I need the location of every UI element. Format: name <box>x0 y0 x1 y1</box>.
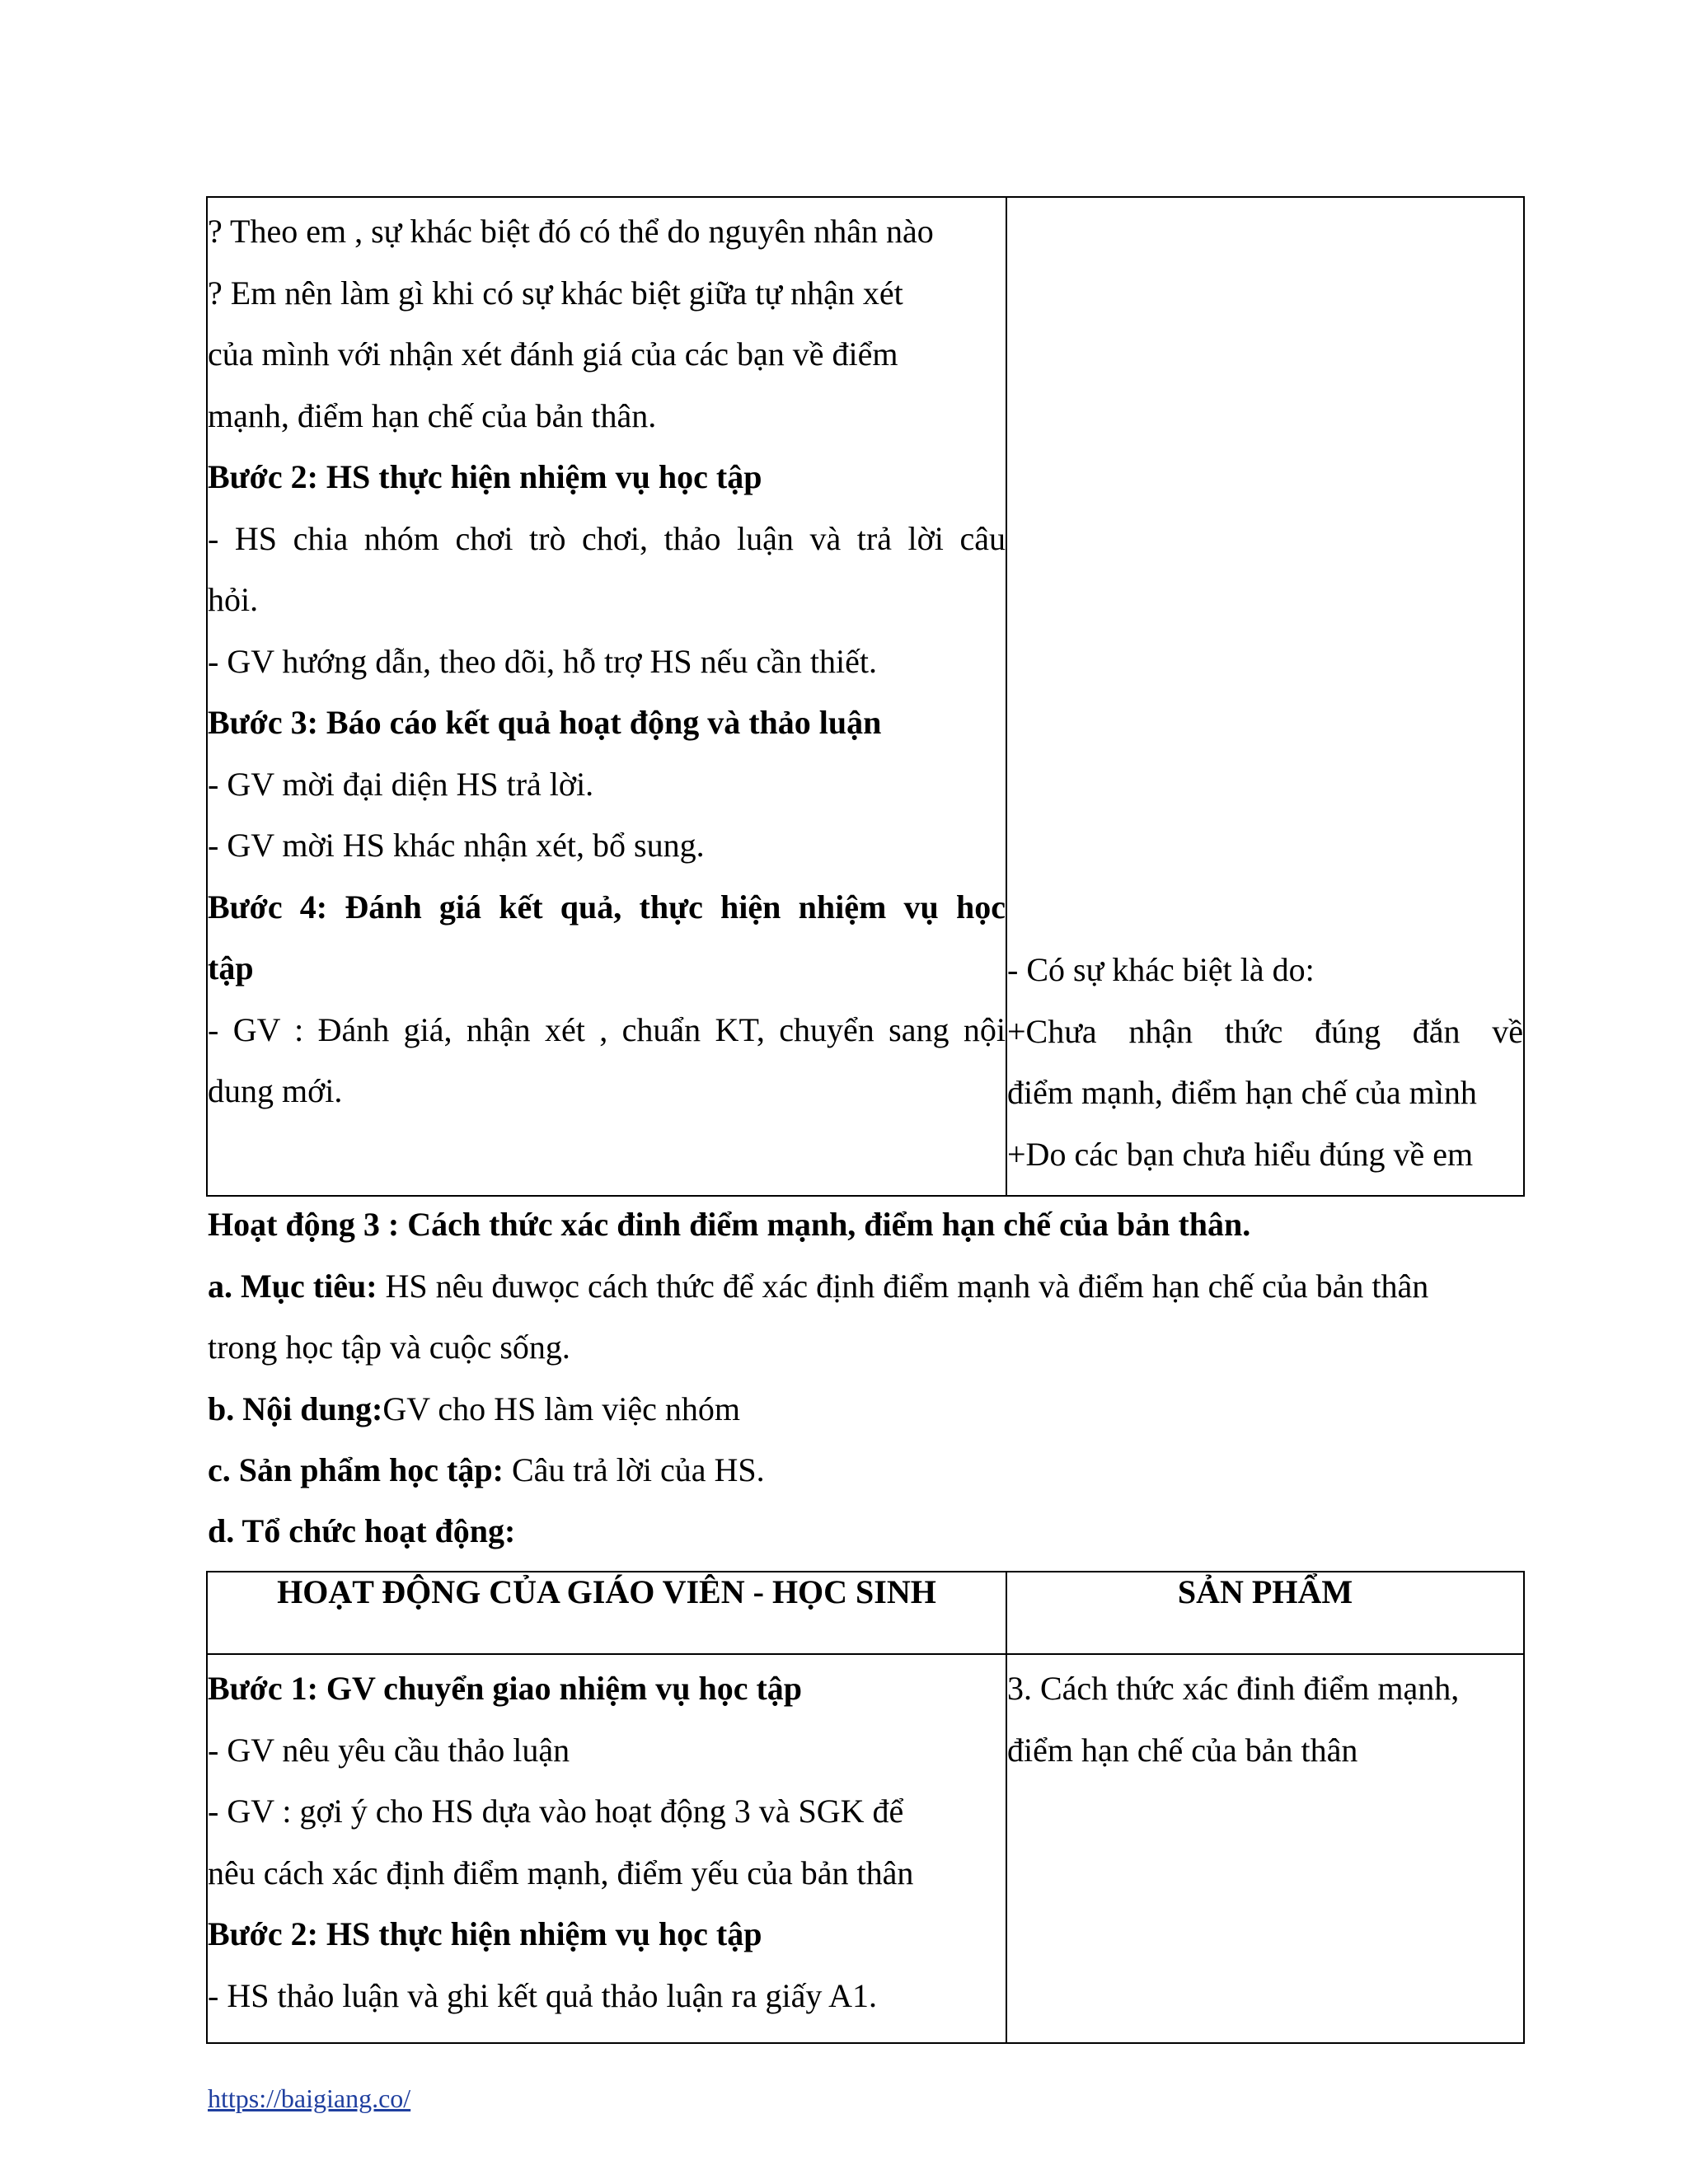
goal-line <box>208 1256 1428 1318</box>
text-line: nêu cách xác định điểm mạnh, điểm yếu của bản thân <box>208 1854 914 1891</box>
text-line: ? Em nên làm gì khi có sự khác biệt giữa tự nhận xét <box>208 274 903 312</box>
step-heading: Bước 2: HS thực hiện nhiệm vụ học tập <box>208 1915 762 1952</box>
text-line: - GV : gợi ý cho HS dựa vào hoạt động 3 và SGK để <box>208 1793 904 1830</box>
header-product: SẢN PHẨM <box>1006 1572 1524 1654</box>
text-line: +Chưa nhận thức đúng đắn về <box>1007 1012 1523 1050</box>
text-line: điểm hạn chế của bản thân <box>1007 1731 1358 1769</box>
content-text: GV cho HS làm việc nhóm <box>382 1390 740 1427</box>
text-line: của mình với nhận xét đánh giá của các bạn về điểm <box>208 335 898 373</box>
text-line: +Do các bạn chưa hiểu đúng về em <box>1007 1135 1474 1173</box>
step-heading: Bước 3: Báo cáo kết quả hoạt động và thảo luận <box>208 704 882 741</box>
step-heading: Bước 2: HS thực hiện nhiệm vụ học tập <box>208 458 762 495</box>
content-label: b. Nội dung: <box>208 1390 383 1427</box>
activity-table-1 <box>206 196 1525 1197</box>
product-line <box>208 1440 765 1502</box>
header-teacher-student-activity: HOẠT ĐỘNG CỦA GIÁO VIÊN - HỌC SINH <box>207 1572 1006 1654</box>
activity-3-title: Hoạt động 3 : Cách thức xác đinh điểm mạnh, điểm hạn chế của bản thân. <box>208 1206 1251 1243</box>
organization-heading: d. Tổ chức hoạt động: <box>208 1512 516 1549</box>
text-line: ? Theo em , sự khác biệt đó có thể do nguyên nhân nào <box>208 213 934 250</box>
goal-label: a. Mục tiêu: <box>208 1268 377 1305</box>
text-line: - GV mời đại diện HS trả lời. <box>208 765 594 803</box>
text-line: mạnh, điểm hạn chế của bản thân. <box>208 396 657 434</box>
text-line: - GV nêu yêu cầu thảo luận <box>208 1731 570 1769</box>
product-text: Câu trả lời của HS. <box>503 1451 765 1488</box>
teacher-student-activity-cell <box>207 1654 1006 2043</box>
product-label: c. Sản phẩm học tập: <box>208 1451 504 1488</box>
text-line: - GV mời HS khác nhận xét, bổ sung. <box>208 827 705 864</box>
teacher-student-activity-cell <box>207 197 1006 1196</box>
text-line: - GV hướng dẫn, theo dõi, hỗ trợ HS nếu cần thiết. <box>208 642 878 680</box>
text-line: điểm mạnh, điểm hạn chế của mình <box>1007 1074 1477 1111</box>
content-line <box>208 1379 740 1441</box>
goal-line-2: trong học tập và cuộc sống. <box>208 1329 570 1366</box>
step-heading: Bước 4: Đánh giá kết quả, thực hiện nhiệm vụ học <box>208 888 1006 926</box>
text-line: 3. Cách thức xác đinh điểm mạnh, <box>1007 1670 1460 1707</box>
footer-link[interactable]: https://baigiang.co/ <box>208 2083 411 2113</box>
step-heading: tập <box>208 949 254 987</box>
activity-table-2 <box>206 1571 1525 2044</box>
text-line: - HS chia nhóm chơi trò chơi, thảo luận và trả lời câu <box>208 519 1006 557</box>
goal-text: HS nêu đuwọc cách thức để xác định điểm mạnh và điểm hạn chế của bản thân <box>377 1268 1429 1305</box>
step-heading: Bước 1: GV chuyển giao nhiệm vụ học tập <box>208 1670 803 1707</box>
product-cell <box>1006 1654 1524 2043</box>
text-line: hỏi. <box>208 581 259 618</box>
product-cell <box>1006 197 1524 1196</box>
text-line: - GV : Đánh giá, nhận xét , chuẩn KT, chuyển sang nội <box>208 1010 1006 1048</box>
text-line: - HS thảo luận và ghi kết quả thảo luận ra giấy A1. <box>208 1976 878 2014</box>
text-line: dung mới. <box>208 1072 343 1109</box>
text-line: - Có sự khác biệt là do: <box>1007 951 1315 988</box>
